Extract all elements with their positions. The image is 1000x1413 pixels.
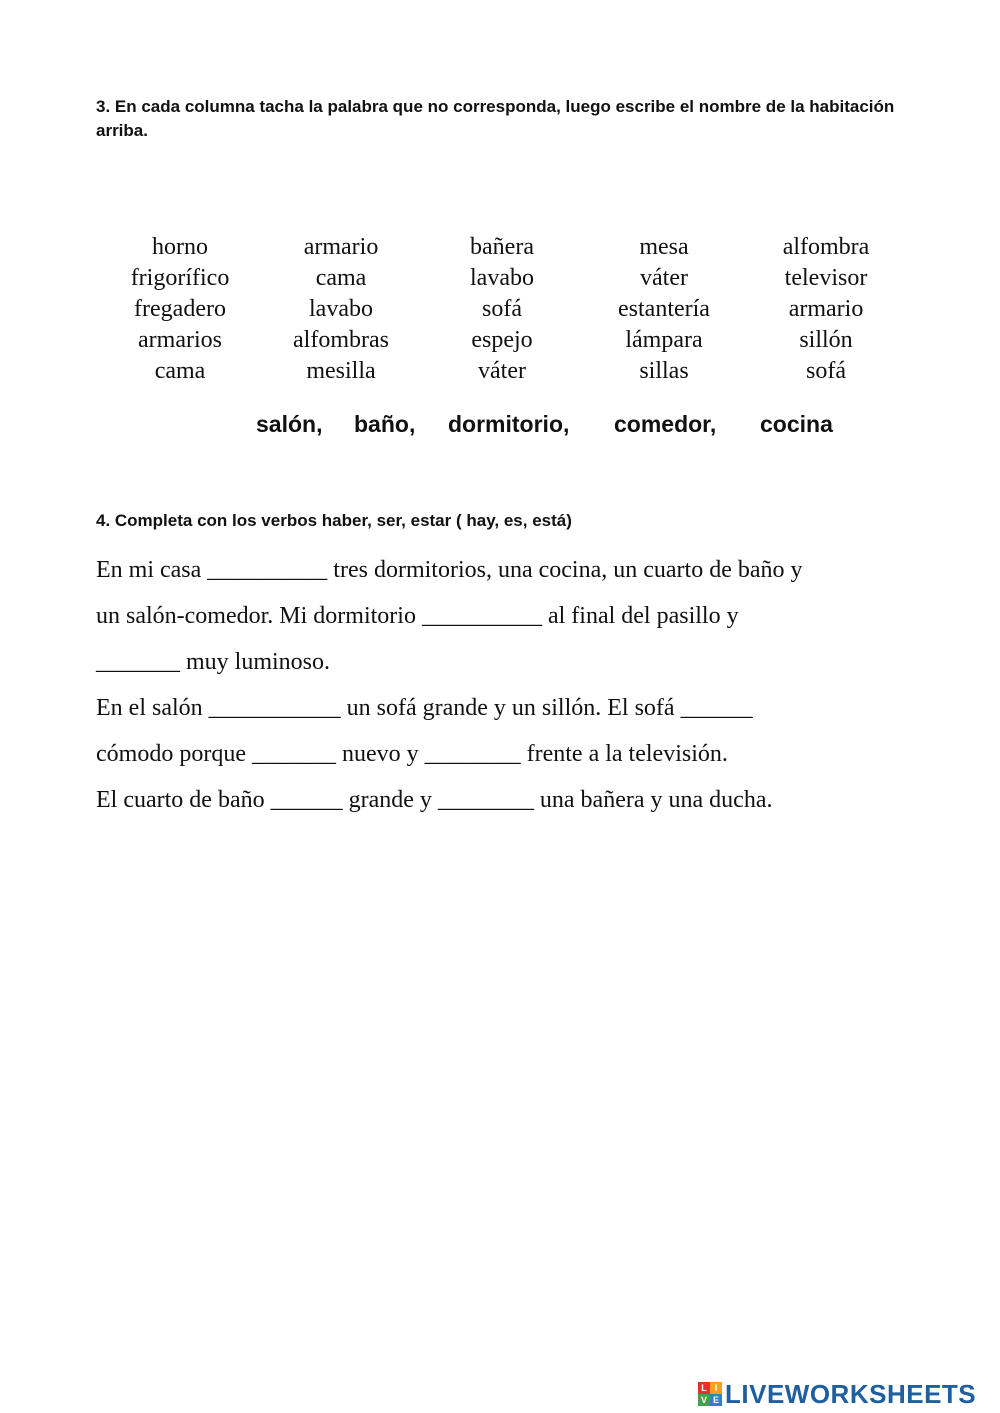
paragraph-text: un sofá grande y un sillón. El sofá	[340, 695, 681, 721]
word-item[interactable]: sillas	[639, 358, 689, 384]
word-item[interactable]: bañera	[470, 234, 534, 260]
paragraph-text: una bañera y una ducha.	[533, 787, 773, 813]
logo-mark-letter: V	[698, 1394, 710, 1406]
word-item[interactable]: espejo	[471, 327, 533, 353]
exercise-4-paragraph	[96, 547, 916, 823]
word-item[interactable]: mesa	[639, 234, 689, 260]
paragraph-text: El cuarto de baño	[96, 787, 271, 813]
word-item[interactable]: sofá	[482, 296, 522, 322]
paragraph-text: En el salón	[96, 695, 209, 721]
word-item[interactable]: armario	[788, 296, 864, 322]
paragraph-line	[96, 639, 916, 685]
exercise-3-instruction: 3. En cada columna tacha la palabra que no corresponda, luego escribe el nombre de la habitación arriba.	[96, 97, 895, 140]
paragraph-line	[96, 593, 916, 639]
paragraph-text: un salón-comedor. Mi dormitorio	[96, 603, 422, 629]
paragraph-text: nuevo y	[335, 741, 425, 767]
paragraph-text: En mi casa	[96, 557, 208, 583]
word-item[interactable]: mesilla	[306, 358, 376, 384]
answer-blank[interactable]: ________	[437, 787, 534, 813]
word-item[interactable]: lámpara	[625, 327, 703, 353]
word-column-2	[256, 232, 426, 387]
answer-blank[interactable]: ________	[424, 741, 521, 767]
paragraph-line	[96, 547, 916, 593]
answer-blank[interactable]: ______	[680, 695, 753, 721]
word-item[interactable]: lavabo	[470, 265, 534, 291]
word-item[interactable]: horno	[152, 234, 208, 260]
word-item[interactable]: fregadero	[134, 296, 226, 322]
paragraph-text: muy luminoso.	[180, 649, 331, 675]
word-item[interactable]: armarios	[138, 327, 222, 353]
room-option-bano: baño,	[354, 411, 416, 437]
logo-mark-letter: I	[710, 1382, 722, 1394]
word-item[interactable]: alfombras	[293, 327, 389, 353]
liveworksheets-logo	[698, 1378, 976, 1410]
room-option-comedor: comedor,	[614, 411, 717, 437]
answer-blank[interactable]: _______	[251, 741, 336, 767]
word-column-4	[579, 232, 749, 387]
word-item[interactable]: sillón	[799, 327, 853, 353]
word-item[interactable]: cama	[315, 265, 367, 291]
word-item[interactable]: televisor	[784, 265, 868, 291]
paragraph-text: frente a la televisión.	[520, 741, 728, 767]
word-item[interactable]: armario	[303, 234, 379, 260]
word-item[interactable]: sofá	[806, 358, 846, 384]
liveworksheets-logo-text: LIVEWORKSHEETS	[725, 1378, 977, 1409]
word-column-1	[95, 232, 265, 387]
paragraph-text: al final del pasillo y	[541, 603, 739, 629]
answer-blank[interactable]: _______	[96, 649, 180, 675]
paragraph-text: grande y	[342, 787, 438, 813]
paragraph-line	[96, 731, 916, 777]
exercise-4-instruction: 4. Completa con los verbos haber, ser, estar ( hay, es, está)	[96, 511, 572, 530]
word-column-5	[741, 232, 911, 387]
word-item[interactable]: cama	[154, 358, 206, 384]
paragraph-text: tres dormitorios, una cocina, un cuarto de baño y	[327, 557, 803, 583]
liveworksheets-logo-mark-icon	[698, 1382, 722, 1406]
room-option-cocina: cocina	[760, 411, 833, 437]
answer-blank[interactable]: ______	[270, 787, 343, 813]
answer-blank[interactable]: __________	[207, 557, 328, 583]
answer-blank[interactable]: __________	[421, 603, 542, 629]
word-item[interactable]: estantería	[618, 296, 710, 322]
word-item[interactable]: alfombra	[782, 234, 870, 260]
paragraph-text: cómodo porque	[96, 741, 252, 767]
paragraph-line	[96, 777, 916, 823]
word-item[interactable]: frigorífico	[130, 265, 230, 291]
word-item[interactable]: váter	[478, 358, 526, 384]
word-item[interactable]: lavabo	[309, 296, 373, 322]
logo-mark-letter: L	[698, 1382, 710, 1394]
room-option-salon: salón,	[256, 411, 323, 437]
paragraph-line	[96, 685, 916, 731]
answer-blank[interactable]: ___________	[208, 695, 341, 721]
room-option-dormitorio: dormitorio,	[448, 411, 570, 437]
logo-mark-letter: E	[710, 1394, 722, 1406]
word-item[interactable]: váter	[640, 265, 688, 291]
word-column-3	[417, 232, 587, 387]
